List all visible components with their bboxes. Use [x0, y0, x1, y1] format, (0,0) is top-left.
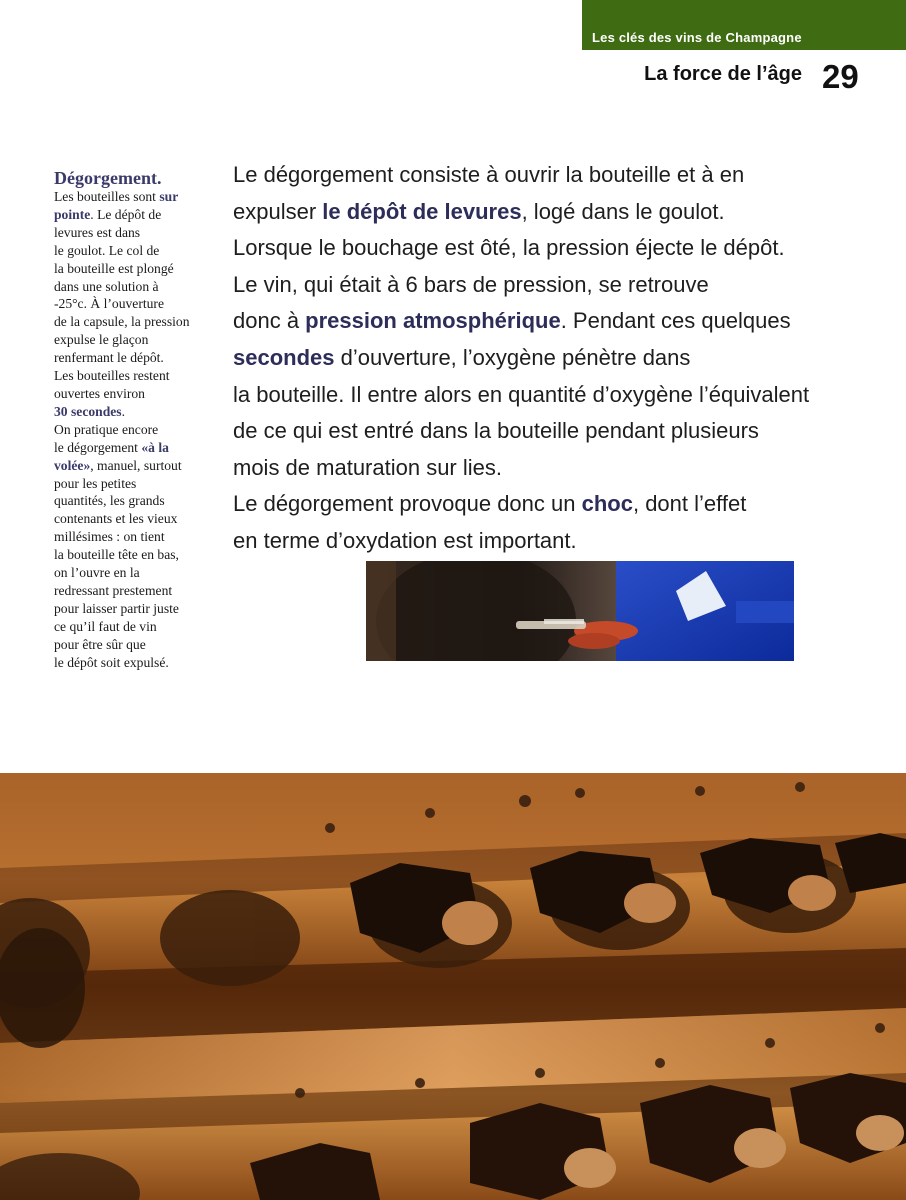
- text-run: Le dégorgement provoque donc un: [233, 491, 582, 517]
- sidebar-line: [54, 295, 206, 313]
- main-line: [233, 303, 853, 340]
- text-run: la bouteille est plongé: [54, 260, 174, 276]
- main-line: [233, 157, 853, 194]
- sidebar-line: [54, 224, 206, 242]
- sidebar-line: [54, 475, 206, 493]
- text-run: la bouteille. Il entre alors en quantité d’oxygène l’équivalent: [233, 381, 810, 407]
- text-run: levures est dans: [54, 224, 141, 240]
- sidebar-line: [54, 331, 206, 349]
- text-run: on l’ouvre en la: [54, 565, 140, 581]
- text-run: On pratique encore: [54, 421, 159, 437]
- sidebar-line: [54, 582, 206, 600]
- highlighted-term: sur: [159, 189, 179, 204]
- text-run: , manuel, surtout: [90, 457, 182, 473]
- sidebar-line: [54, 618, 206, 636]
- header-banner: [582, 0, 906, 50]
- sidebar-line: [54, 385, 206, 403]
- text-run: , logé dans le goulot.: [521, 198, 725, 224]
- text-run: de la capsule, la pression: [54, 314, 190, 330]
- text-run: Le vin, qui était à 6 bars de pression, se retrouve: [233, 271, 709, 297]
- sidebar-line: [54, 600, 206, 618]
- text-run: ce qu’il faut de vin: [54, 618, 157, 634]
- text-run: redressant prestement: [54, 582, 173, 598]
- text-run: Le dégorgement consiste à ouvrir la bouteille et à en: [233, 162, 745, 187]
- main-line: [233, 340, 853, 377]
- sidebar-note: [54, 168, 206, 671]
- main-line: [233, 230, 853, 267]
- text-run: .: [121, 403, 125, 419]
- sidebar-line: [54, 457, 206, 475]
- main-paragraph: [233, 157, 853, 560]
- photo-degorgement-worker: [366, 561, 794, 661]
- sidebar-line: [54, 242, 206, 260]
- text-run: renfermant le dépôt.: [54, 350, 164, 366]
- text-run: dans une solution à: [54, 278, 159, 294]
- sidebar-line: [54, 403, 206, 421]
- page-number: 29: [822, 58, 859, 95]
- text-run: , dont l’effet: [632, 491, 747, 517]
- sidebar-line: [54, 367, 206, 385]
- highlighted-term: pointe: [54, 206, 91, 222]
- main-line: [233, 450, 853, 487]
- sidebar-line: [54, 546, 206, 564]
- chapter-title: La force de l’âge: [644, 63, 802, 85]
- text-run: mois de maturation sur lies.: [233, 454, 502, 480]
- sidebar-line: [54, 636, 206, 654]
- sidebar-line: [54, 528, 206, 546]
- text-run: Lorsque le bouchage est ôté, la pression éjecte le dépôt.: [233, 235, 785, 261]
- text-run: la bouteille tête en bas,: [54, 547, 179, 563]
- highlighted-term: «à la: [141, 439, 169, 455]
- sidebar-line: [54, 510, 206, 528]
- text-run: quantités, les grands: [54, 493, 165, 509]
- text-run: Les bouteilles sont: [54, 189, 160, 204]
- text-run: . Le dépôt de: [90, 206, 162, 222]
- sidebar-line: [54, 260, 206, 278]
- text-run: contenants et les vieux: [54, 511, 178, 527]
- text-run: pour les petites: [54, 475, 137, 491]
- main-line: [233, 486, 853, 523]
- sidebar-line: [54, 439, 206, 457]
- text-run: d’ouverture, l’oxygène pénètre dans: [334, 344, 691, 370]
- highlighted-term: secondes: [233, 344, 335, 370]
- text-run: le dégorgement: [54, 439, 142, 455]
- main-line: [233, 194, 853, 231]
- text-run: le dépôt soit expulsé.: [54, 654, 169, 670]
- text-run: pour laisser partir juste: [54, 600, 179, 616]
- main-line: [233, 413, 853, 450]
- main-line: [233, 377, 853, 414]
- sidebar-line: [54, 278, 206, 296]
- sidebar-line: [54, 313, 206, 331]
- series-title: Les clés des vins de Champagne: [592, 30, 802, 45]
- text-run: en terme d’oxydation est important.: [233, 527, 577, 553]
- sidebar-title: Dégorgement.: [54, 168, 162, 188]
- main-line: [233, 267, 853, 304]
- main-line: [233, 523, 853, 560]
- sidebar-line: [54, 421, 206, 439]
- highlighted-term: volée»: [54, 457, 91, 473]
- text-run: le goulot. Le col de: [54, 242, 160, 258]
- text-run: pour être sûr que: [54, 636, 146, 652]
- sidebar-line: [54, 564, 206, 582]
- text-run: expulser: [233, 198, 323, 224]
- photo-riddling-rack-bottles: [0, 773, 906, 1200]
- highlighted-term: le dépôt de levures: [322, 198, 522, 224]
- text-run: expulse le glaçon: [54, 332, 149, 348]
- highlighted-term: 30 secondes: [54, 403, 122, 419]
- text-run: -25°c. À l’ouverture: [54, 296, 164, 312]
- text-run: donc à: [233, 308, 306, 334]
- sidebar-line: [54, 188, 206, 206]
- highlighted-term: pression atmosphérique: [305, 308, 561, 334]
- text-run: . Pendant ces quelques: [560, 308, 791, 334]
- text-run: Les bouteilles restent: [54, 368, 170, 384]
- text-run: de ce qui est entré dans la bouteille pendant plusieurs: [233, 418, 759, 444]
- sidebar-line: [54, 492, 206, 510]
- text-run: millésimes : on tient: [54, 529, 165, 545]
- sidebar-line: [54, 206, 206, 224]
- sidebar-body: [54, 188, 206, 671]
- text-run: ouvertes environ: [54, 385, 145, 401]
- sidebar-line: [54, 654, 206, 672]
- highlighted-term: choc: [581, 491, 633, 517]
- sidebar-line: [54, 349, 206, 367]
